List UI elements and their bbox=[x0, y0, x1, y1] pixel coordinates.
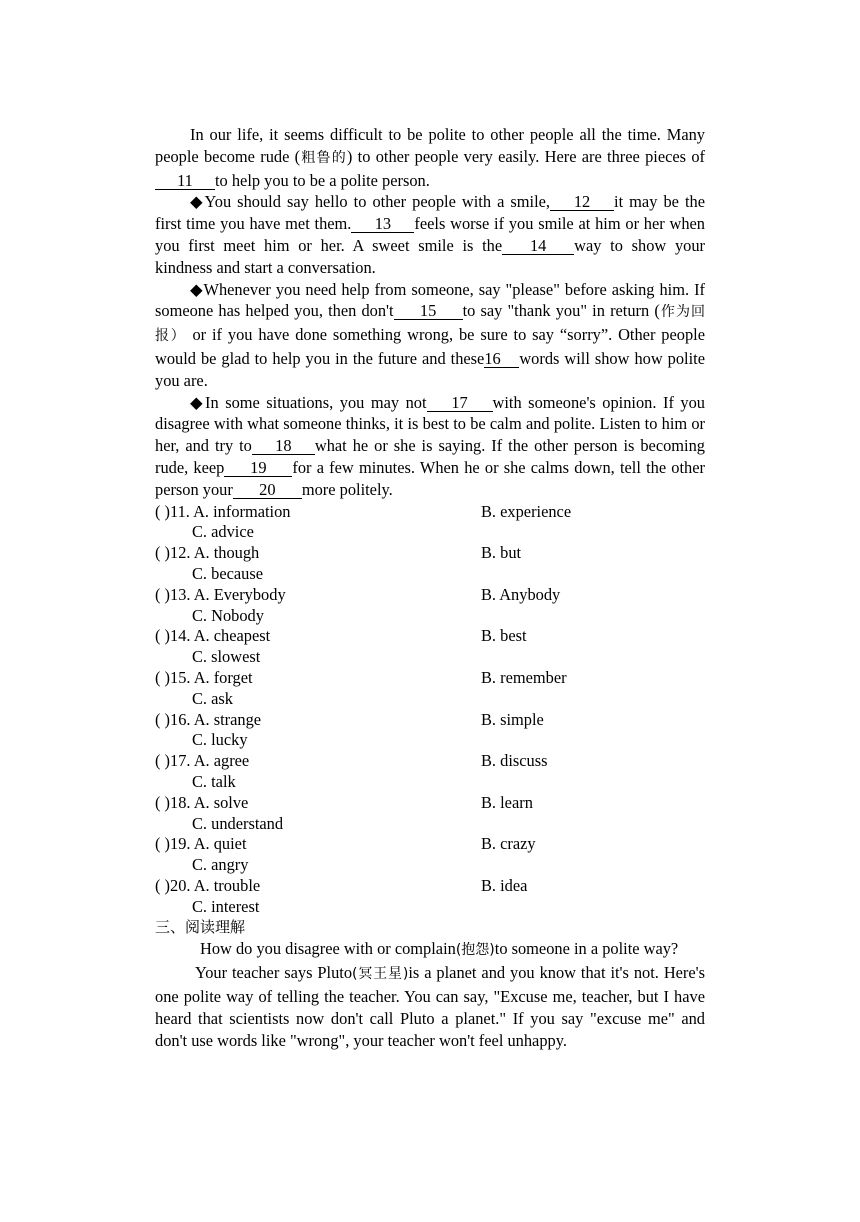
passage-paragraph-1 bbox=[155, 124, 705, 191]
question-14 bbox=[155, 625, 705, 667]
document-page bbox=[155, 124, 705, 1051]
text: ◆You should say hello to other people with a smile, bbox=[190, 192, 551, 212]
text: ) to other people very easily. Here are three pieces of bbox=[346, 146, 706, 166]
option-c: C. because bbox=[192, 563, 263, 583]
option-a: ( )11. A. information bbox=[155, 501, 291, 521]
text: to help you to be a polite person. bbox=[215, 170, 430, 190]
chinese-gloss: 作为回报） bbox=[155, 304, 705, 345]
text: to say "thank you" in return ( bbox=[462, 301, 660, 321]
blank-17: 17 bbox=[427, 394, 493, 412]
text: feels worse if you smile at him or her when you first meet him or her. A sweet smile is the bbox=[155, 214, 706, 255]
text: what he or she is saying. If the other person is becoming rude, keep bbox=[155, 436, 705, 477]
text: How do you disagree with or complain bbox=[200, 939, 456, 959]
chinese-gloss: (冥王星) bbox=[352, 966, 409, 983]
text: is a planet and you know that it's not. Here's one polite way of telling the teacher. You can say, "Excuse me, teacher, but I have heard that scientists now don't call Pluto a planet." If you say "excuse me" and don't use words like "wrong", your teacher won't feel unhappy. bbox=[155, 963, 705, 1050]
blank-16: 16 bbox=[484, 350, 519, 368]
blank-12: 12 bbox=[550, 193, 614, 211]
text: ◆In some situations, you may not bbox=[190, 392, 427, 412]
section-heading: 三、阅读理解 bbox=[155, 918, 246, 937]
question-17 bbox=[155, 750, 705, 792]
option-b: B. but bbox=[481, 543, 522, 563]
blank-11: 11 bbox=[155, 172, 215, 190]
text: words will show how polite you are. bbox=[155, 348, 705, 390]
option-c: C. understand bbox=[192, 813, 284, 833]
blank-19: 19 bbox=[224, 459, 292, 477]
option-c: C. advice bbox=[192, 522, 254, 542]
option-a: ( )19. A. quiet bbox=[155, 834, 247, 854]
reading-paragraph-2 bbox=[155, 962, 705, 1051]
option-c: C. interest bbox=[192, 896, 260, 916]
text: to someone in a polite way? bbox=[494, 939, 679, 959]
option-c: C. lucky bbox=[192, 730, 248, 750]
blank-14: 14 bbox=[502, 237, 574, 255]
question-15 bbox=[155, 667, 705, 709]
passage-paragraph-4 bbox=[155, 392, 705, 501]
chinese-gloss: 粗鲁的 bbox=[300, 149, 347, 166]
option-a: ( )20. A. trouble bbox=[155, 875, 261, 895]
option-b: B. best bbox=[481, 626, 527, 646]
question-13 bbox=[155, 584, 705, 626]
chinese-gloss: (抱怨) bbox=[455, 942, 495, 959]
question-list bbox=[155, 501, 705, 917]
text: In our life, it seems difficult to be polite to other people all the time. Many people become rude ( bbox=[155, 125, 705, 166]
option-a: ( )12. A. though bbox=[155, 543, 260, 563]
option-a: ( )18. A. solve bbox=[155, 792, 249, 812]
option-c: C. slowest bbox=[192, 647, 261, 667]
option-b: B. Anybody bbox=[481, 584, 561, 604]
option-b: B. crazy bbox=[481, 834, 536, 854]
option-b: B. simple bbox=[481, 709, 544, 729]
blank-20: 20 bbox=[233, 481, 302, 499]
passage-paragraph-2 bbox=[155, 191, 705, 278]
text: ◆Whenever you need help from someone, say "please" before asking him. If someone has helped you, then don't bbox=[155, 279, 705, 321]
question-20 bbox=[155, 875, 705, 917]
option-b: B. experience bbox=[481, 501, 572, 521]
option-b: B. learn bbox=[481, 792, 533, 812]
question-11 bbox=[155, 501, 705, 543]
option-c: C. Nobody bbox=[192, 605, 264, 625]
option-a: ( )17. A. agree bbox=[155, 751, 250, 771]
option-a: ( )16. A. strange bbox=[155, 709, 262, 729]
passage-paragraph-3 bbox=[155, 279, 705, 392]
blank-13: 13 bbox=[351, 215, 414, 233]
question-16 bbox=[155, 709, 705, 751]
question-19 bbox=[155, 833, 705, 875]
blank-15: 15 bbox=[394, 302, 463, 320]
option-a: ( )14. A. cheapest bbox=[155, 626, 271, 646]
blank-18: 18 bbox=[252, 437, 315, 455]
text: Your teacher says Pluto bbox=[195, 963, 353, 983]
question-12 bbox=[155, 542, 705, 584]
option-a: ( )13. A. Everybody bbox=[155, 584, 286, 604]
option-c: C. ask bbox=[192, 688, 233, 708]
text: more politely. bbox=[301, 479, 393, 499]
question-18 bbox=[155, 792, 705, 834]
text: it may be the first time you have met them. bbox=[155, 192, 705, 234]
text: for a few minutes. When he or she calms down, tell the other person your bbox=[155, 457, 705, 499]
option-c: C. talk bbox=[192, 771, 236, 791]
text: way to show your kindness and start a conversation. bbox=[155, 235, 706, 277]
text: with someone's opinion. If you disagree with what someone thinks, it is best to be calm and polite. Listen to him or her, and try to bbox=[155, 392, 706, 456]
option-c: C. angry bbox=[192, 855, 249, 875]
option-b: B. idea bbox=[481, 875, 528, 895]
text: or if you have done something wrong, be sure to say “sorry”. Other people would be glad to help you in the future and these bbox=[155, 325, 705, 368]
option-a: ( )15. A. forget bbox=[155, 667, 253, 687]
reading-paragraph-1 bbox=[155, 938, 705, 962]
option-b: B. discuss bbox=[481, 751, 548, 771]
option-b: B. remember bbox=[481, 667, 567, 687]
